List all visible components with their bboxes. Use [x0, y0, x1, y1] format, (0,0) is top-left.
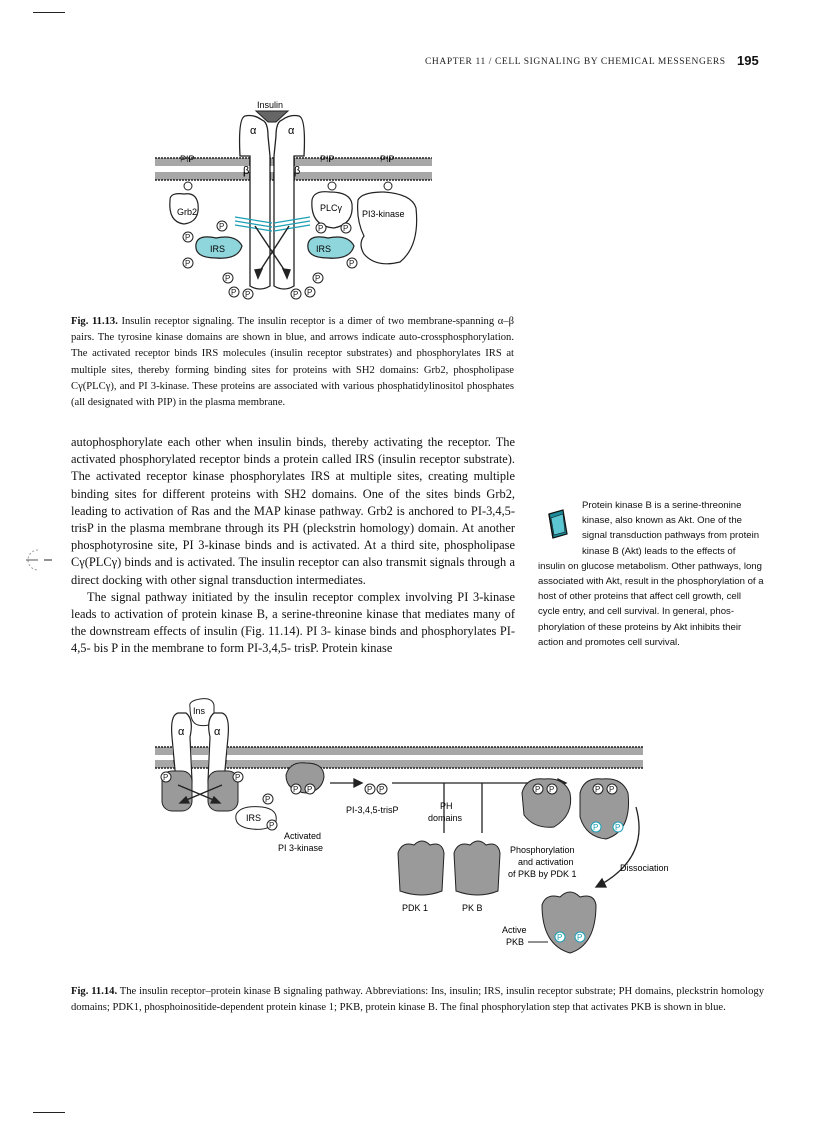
ph-label-line1: PH — [440, 801, 453, 811]
paragraph-2: The signal pathway initiated by the insulin receptor complex involving PI 3-kinase leads to activation of protein kinase B, a serine-threonine kinase that mediates many of the downstream effects of insulin (Fig. 11.14). PI 3- kinase binds and phosphorylates PI-4,5- bis P in the membrane to form PI-3,4,5- trisP. Protein kinase — [71, 589, 515, 656]
dissociation-label: Dissociation — [620, 863, 669, 873]
phos-line2: and activation — [518, 857, 574, 867]
phosphate-label: P — [269, 821, 275, 830]
phosphate-label: P — [163, 773, 169, 782]
pip-label-1: PIP — [180, 154, 195, 164]
page-number: 195 — [737, 53, 759, 68]
phosphate-label: P — [307, 785, 313, 794]
caption-title-14: Fig. 11.14. — [71, 986, 118, 997]
phosphate-label: P — [367, 785, 373, 794]
pdk1-label: PDK 1 — [402, 903, 429, 913]
activated-pi3k-line1: Activated — [284, 831, 322, 841]
phosphate-label: P — [615, 823, 621, 832]
ins-label: Ins — [193, 706, 206, 716]
pip-label-3: PIP — [380, 154, 395, 164]
phosphate-label: P — [349, 259, 355, 268]
phosphate-label: P — [379, 785, 385, 794]
alpha-left: α — [250, 125, 257, 137]
figure-11-13-caption — [71, 314, 514, 411]
pi3k-label: PI3-kinase — [362, 209, 405, 219]
irs-right-label: IRS — [316, 244, 332, 254]
pkb-protein — [454, 841, 500, 895]
body-text — [71, 434, 515, 658]
sidenote-float — [538, 498, 582, 548]
margin-link-icon — [24, 547, 54, 573]
alpha-right: α — [288, 125, 295, 137]
tyrosine-kinase-domains — [235, 217, 310, 231]
pip-label-2: PIP — [320, 154, 335, 164]
phosphate-label: P — [593, 823, 599, 832]
caption-text: Insulin receptor signaling. The insulin receptor is a dimer of two membrane-spanning α–β pairs. The tyrosine kinase domains are shown in blue, and arrows indicate auto-crossphosphorylation. The activated receptor binds IRS molecules (insulin receptor substrates) and phosphorylates IRS at multiple sites, thereby forming binding sites for proteins with SH2 domains: Grb2, phospholipase Cγ(PLCγ), and PI 3-kinase. These proteins are associated with various phosphatidylinositol phosphates (all designated with PIP) in the plasma membrane. — [71, 316, 514, 409]
irs-14-label: IRS — [246, 813, 262, 823]
sidenote-protein-kinase-b — [538, 498, 764, 650]
caption-text-14: The insulin receptor–protein kinase B signaling pathway. Abbreviations: Ins, insulin; IRS, insulin receptor substrate; PH domains, pleckstrin homology domains; PDK1, phosphoinositide-dependent protein kinase 1; PKB, protein kinase B. The final phosphorylation step that activates PKB is shown in blue. — [71, 986, 764, 1014]
running-header: CHAPTER 11 / CELL SIGNALING BY CHEMICAL MESSENGERS — [425, 57, 726, 67]
pdk1-protein — [398, 841, 444, 895]
figure-11-14-caption — [71, 984, 764, 1016]
phosphate-label: P — [185, 233, 191, 242]
phos-line1: Phosphorylation — [510, 845, 575, 855]
grb2-label: Grb2 — [177, 207, 198, 217]
phosphate-label: P — [293, 785, 299, 794]
insulin-label: Insulin — [257, 100, 284, 110]
pkb-label: PK B — [462, 903, 483, 913]
alpha-right-14: α — [214, 726, 221, 738]
phosphate-label: P — [535, 785, 541, 794]
figure-11-13-diagram — [150, 96, 440, 306]
plc-label: PLCγ — [320, 203, 343, 213]
phosphate-label: P — [315, 274, 321, 283]
active-pkb-label: PKB — [506, 937, 525, 947]
phosphate-label: P — [595, 785, 601, 794]
plasma-membrane-2 — [155, 747, 643, 768]
figure-11-14-diagram — [150, 697, 669, 977]
phosphate-label: P — [225, 274, 231, 283]
sidenote-text: Protein kinase B is a serine-threonine kinase, also known as Akt. One of the signal transduction pathways from protein kinase B (Akt) leads to the effects of insulin on glucose metabolism. Other pathways, long associated with Akt, result in the phosphorylation of a host of other proteins that affect cell growth, cell cycle entry, and cell survival. In general, phosphorylation of these proteins by Akt inhibits their action and promotes cell survival. — [538, 500, 764, 648]
beta-left: β — [243, 165, 250, 177]
phosphate-label: P — [293, 290, 299, 299]
ph-label-line2: domains — [428, 813, 463, 823]
phosphate-label: P — [609, 785, 615, 794]
active-pkb-protein — [542, 892, 596, 953]
crop-mark-bottom — [33, 1112, 65, 1113]
phosphate-label: P — [557, 933, 563, 942]
phosphate-label: P — [235, 773, 241, 782]
phosphate-label: P — [577, 933, 583, 942]
phosphate-label: P — [185, 259, 191, 268]
figure-11-14 — [150, 697, 669, 977]
phosphate-label: P — [231, 288, 237, 297]
beta-right: β — [294, 165, 301, 177]
phosphate-label: P — [549, 785, 555, 794]
paragraph-1: autophosphorylate each other when insulin binds, thereby activating the receptor. The activated phosphorylated receptor binds a protein called IRS (insulin receptor substrate). The activated receptor kinase phosphorylates IRS at multiple sites, creating multiple binding sites for different proteins with SH2 domains. One of the sites binds Grb2, leading to activation of Ras and the MAP kinase pathway. Grb2 is anchored to PI-3,4,5-trisP in the plasma membrane through its PH (pleckstrin homology) domain. At another phosphotyrosine site, PI 3-kinase binds and is activated. At a third site, phospholipase Cγ(PLCγ) binds and is activated. The insulin receptor can also transmit signals through a direct docking with other signal transduction intermediates. — [71, 435, 515, 587]
phosphate-label: P — [219, 222, 225, 231]
phosphate-label: P — [318, 224, 324, 233]
caption-title: Fig. 11.13. — [71, 316, 118, 327]
alpha-left-14: α — [178, 726, 185, 738]
phosphate-label: P — [307, 288, 313, 297]
pip-anchor-grb2 — [184, 182, 192, 190]
active-label: Active — [502, 925, 527, 935]
figure-11-13 — [150, 96, 440, 306]
pdk1-pkb-complex-left — [522, 779, 571, 827]
phos-line3: of PKB by PDK 1 — [508, 869, 577, 879]
phosphate-label: P — [245, 290, 251, 299]
trisp-label: PI-3,4,5-trisP — [346, 805, 399, 815]
pip-anchor-plc — [328, 182, 336, 190]
pip-anchor-pi3k — [384, 182, 392, 190]
phosphate-label: P — [265, 795, 271, 804]
irs-left-label: IRS — [210, 244, 226, 254]
pi3-kinase-protein — [358, 192, 417, 264]
receptor-right — [274, 116, 304, 290]
activated-pi3k-line2: PI 3-kinase — [278, 843, 324, 853]
crop-mark-top — [33, 12, 65, 13]
phosphate-label: P — [343, 224, 349, 233]
